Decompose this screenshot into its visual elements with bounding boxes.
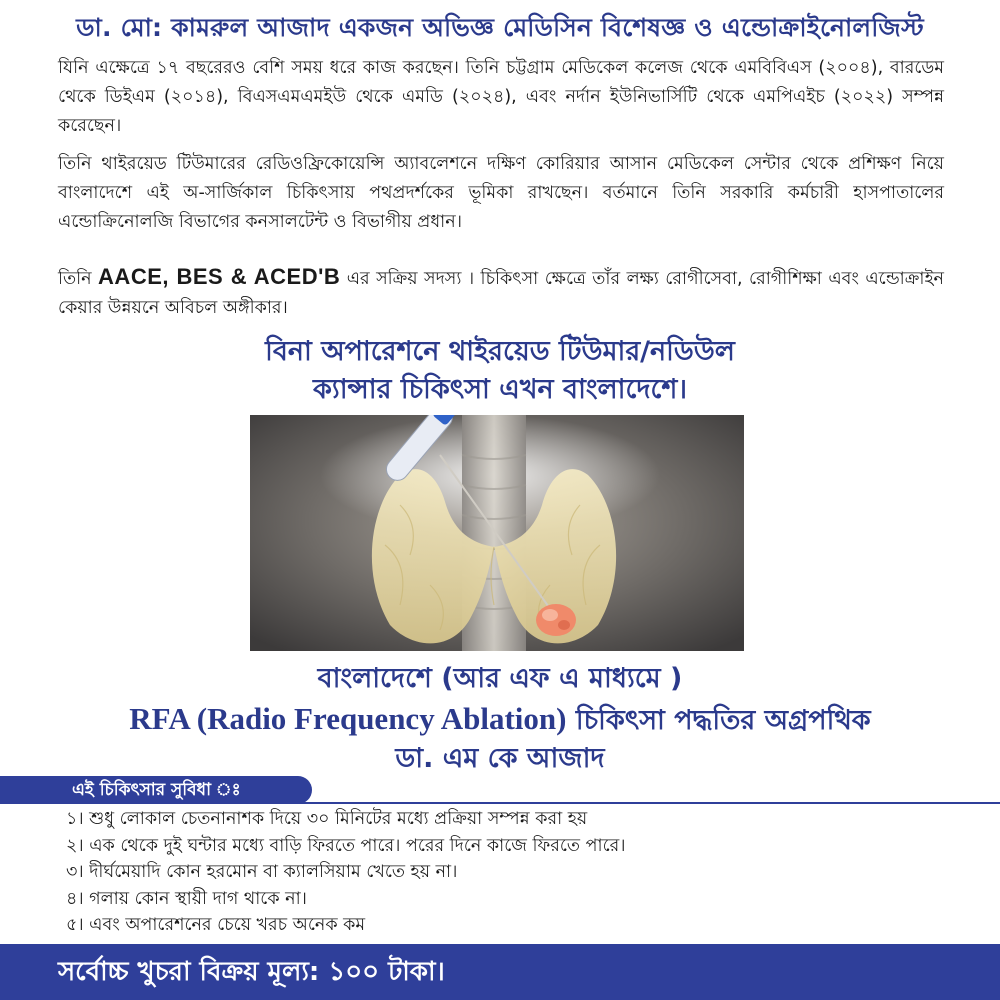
tagline-line-1: বিনা অপারেশনে থাইরয়েড টিউমার/নডিউল [265, 336, 735, 367]
thyroid-rfa-illustration [250, 415, 744, 651]
benefit-item-3: ৩। দীর্ঘমেয়াদি কোন হরমোন বা ক্যালসিয়াম খেতে হয় না। [66, 862, 458, 882]
rfa-bengali-label: চিকিৎসা পদ্ধতির অগ্রপথিক [566, 705, 871, 736]
benefits-list [66, 806, 966, 939]
benefit-item-2: ২। এক থেকে দুই ঘন্টার মধ্যে বাড়ি ফিরতে পারে। পরের দিনে কাজে ফিরতে পারে। [66, 835, 626, 856]
benefits-divider [0, 802, 1000, 804]
treatment-tagline [0, 333, 1000, 409]
rfa-english-name: RFA (Radio Frequency Ablation) [129, 701, 567, 736]
bio-paragraph-2: তিনি থাইরয়েড টিউমারের রেডিওফ্রিকোয়েন্সি অ্যাবলেশনে দক্ষিণ কোরিয়ার আসান মেডিকেল সেন্টার থেকে প্রশিক্ষণ নিয়ে বাংলাদেশে এই অ-সার্জিকাল চিকিৎসায় পথপ্রদর্শকের ভূমিকা রাখছেন। বর্তমানে তিনি সরকারি কর্মচারী হাসপাতালের এন্ডোক্রিনোলজি বিভাগের কনসালটেন্ট ও বিভাগীয় প্রধান। [58, 154, 944, 232]
benefits-title: এই চিকিৎসার সুবিধা ঃ [0, 776, 312, 804]
price-footer: সর্বোচ্চ খুচরা বিক্রয় মূল্য: ১০০ টাকা। [0, 944, 1000, 1000]
membership-prefix: তিনি [58, 269, 99, 289]
thyroid-illustration-svg [250, 415, 744, 651]
benefit-item-4: ৪। গলায় কোন স্থায়ী দাগ থাকে না। [66, 888, 307, 909]
tagline-line-2: ক্যান্সার চিকিৎসা এখন বাংলাদেশে। [312, 374, 687, 405]
bio-paragraph-1: যিনি এক্ষেত্রে ১৭ বছরেরও বেশি সময় ধরে কাজ করছেন। তিনি চট্টগ্রাম মেডিকেল কলেজ থেকে এমবিবিএস (২০০৪), বারডেম থেকে ডিইএম (২০১৪), বিএসএমএমইউ থেকে এমডি (২০২৪), এবং নর্দান ইউনিভার্সিটি থেকে এমপিএইচ (২০২২) সম্পন্ন করেছেন। [58, 58, 944, 136]
rfa-subheading-1: বাংলাদেশে (আর এফ এ মাধ্যমে ) [317, 663, 683, 694]
benefit-item-5: ৫। এবং অপারেশনের চেয়ে খরচ অনেক কম [66, 915, 366, 935]
membership-suffix: এর সক্রিয় সদস্য । চিকিৎসা ক্ষেত্রে তাঁর লক্ষ্য রোগীসেবা, রোগীশিক্ষা এবং এন্ডোক্রাইন কেয়ার উন্নয়নে অবিচল অঙ্গীকার। [58, 269, 945, 318]
doctor-name: ডা. এম কে আজাদ [395, 743, 605, 774]
page-headline: ডা. মো: কামরুল আজাদ একজন অভিজ্ঞ মেডিসিন বিশেষজ্ঞ ও এন্ডোক্রাইনোলজিস্ট [76, 13, 924, 42]
benefit-item-1: ১। শুধু লোকাল চেতনানাশক দিয়ে ৩০ মিনিটের মধ্যে প্রক্রিয়া সম্পন্ন করা হয় [66, 809, 588, 829]
bio-paragraph-3 [58, 262, 944, 323]
membership-organizations: AACE, BES & ACED'B [98, 264, 341, 289]
